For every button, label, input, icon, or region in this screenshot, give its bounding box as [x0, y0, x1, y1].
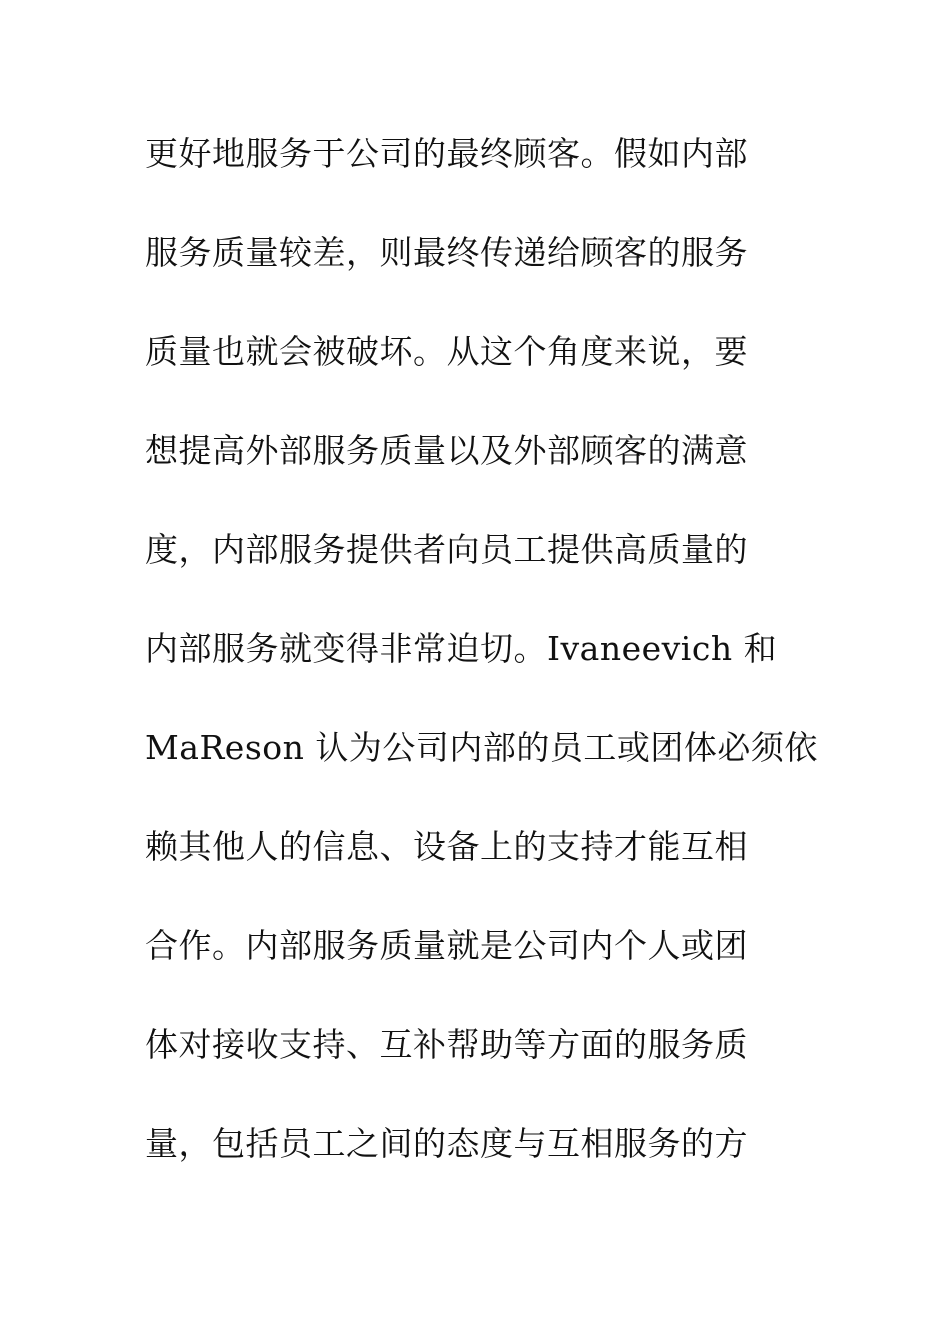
text-line: 体对接收支持、互补帮助等方面的服务质	[145, 1025, 748, 1064]
text-line: 想提高外部服务质量以及外部顾客的满意	[145, 431, 748, 470]
text-line: 量，包括员工之间的态度与互相服务的方	[145, 1124, 748, 1163]
text-line: MaReson 认为公司内部的员工或团体必须依	[145, 728, 818, 767]
text-line: 度，内部服务提供者向员工提供高质量的	[145, 530, 748, 569]
body-text	[145, 128, 825, 1217]
text-line: 服务质量较差，则最终传递给顾客的服务	[145, 233, 748, 272]
text-line: 合作。内部服务质量就是公司内个人或团	[145, 926, 748, 965]
text-line: 质量也就会被破坏。从这个角度来说，要	[145, 332, 748, 371]
text-line: 内部服务就变得非常迫切。Ivaneevich 和	[145, 629, 778, 668]
text-line: 更好地服务于公司的最终顾客。假如内部	[145, 134, 748, 173]
text-line: 赖其他人的信息、设备上的支持才能互相	[145, 827, 748, 866]
